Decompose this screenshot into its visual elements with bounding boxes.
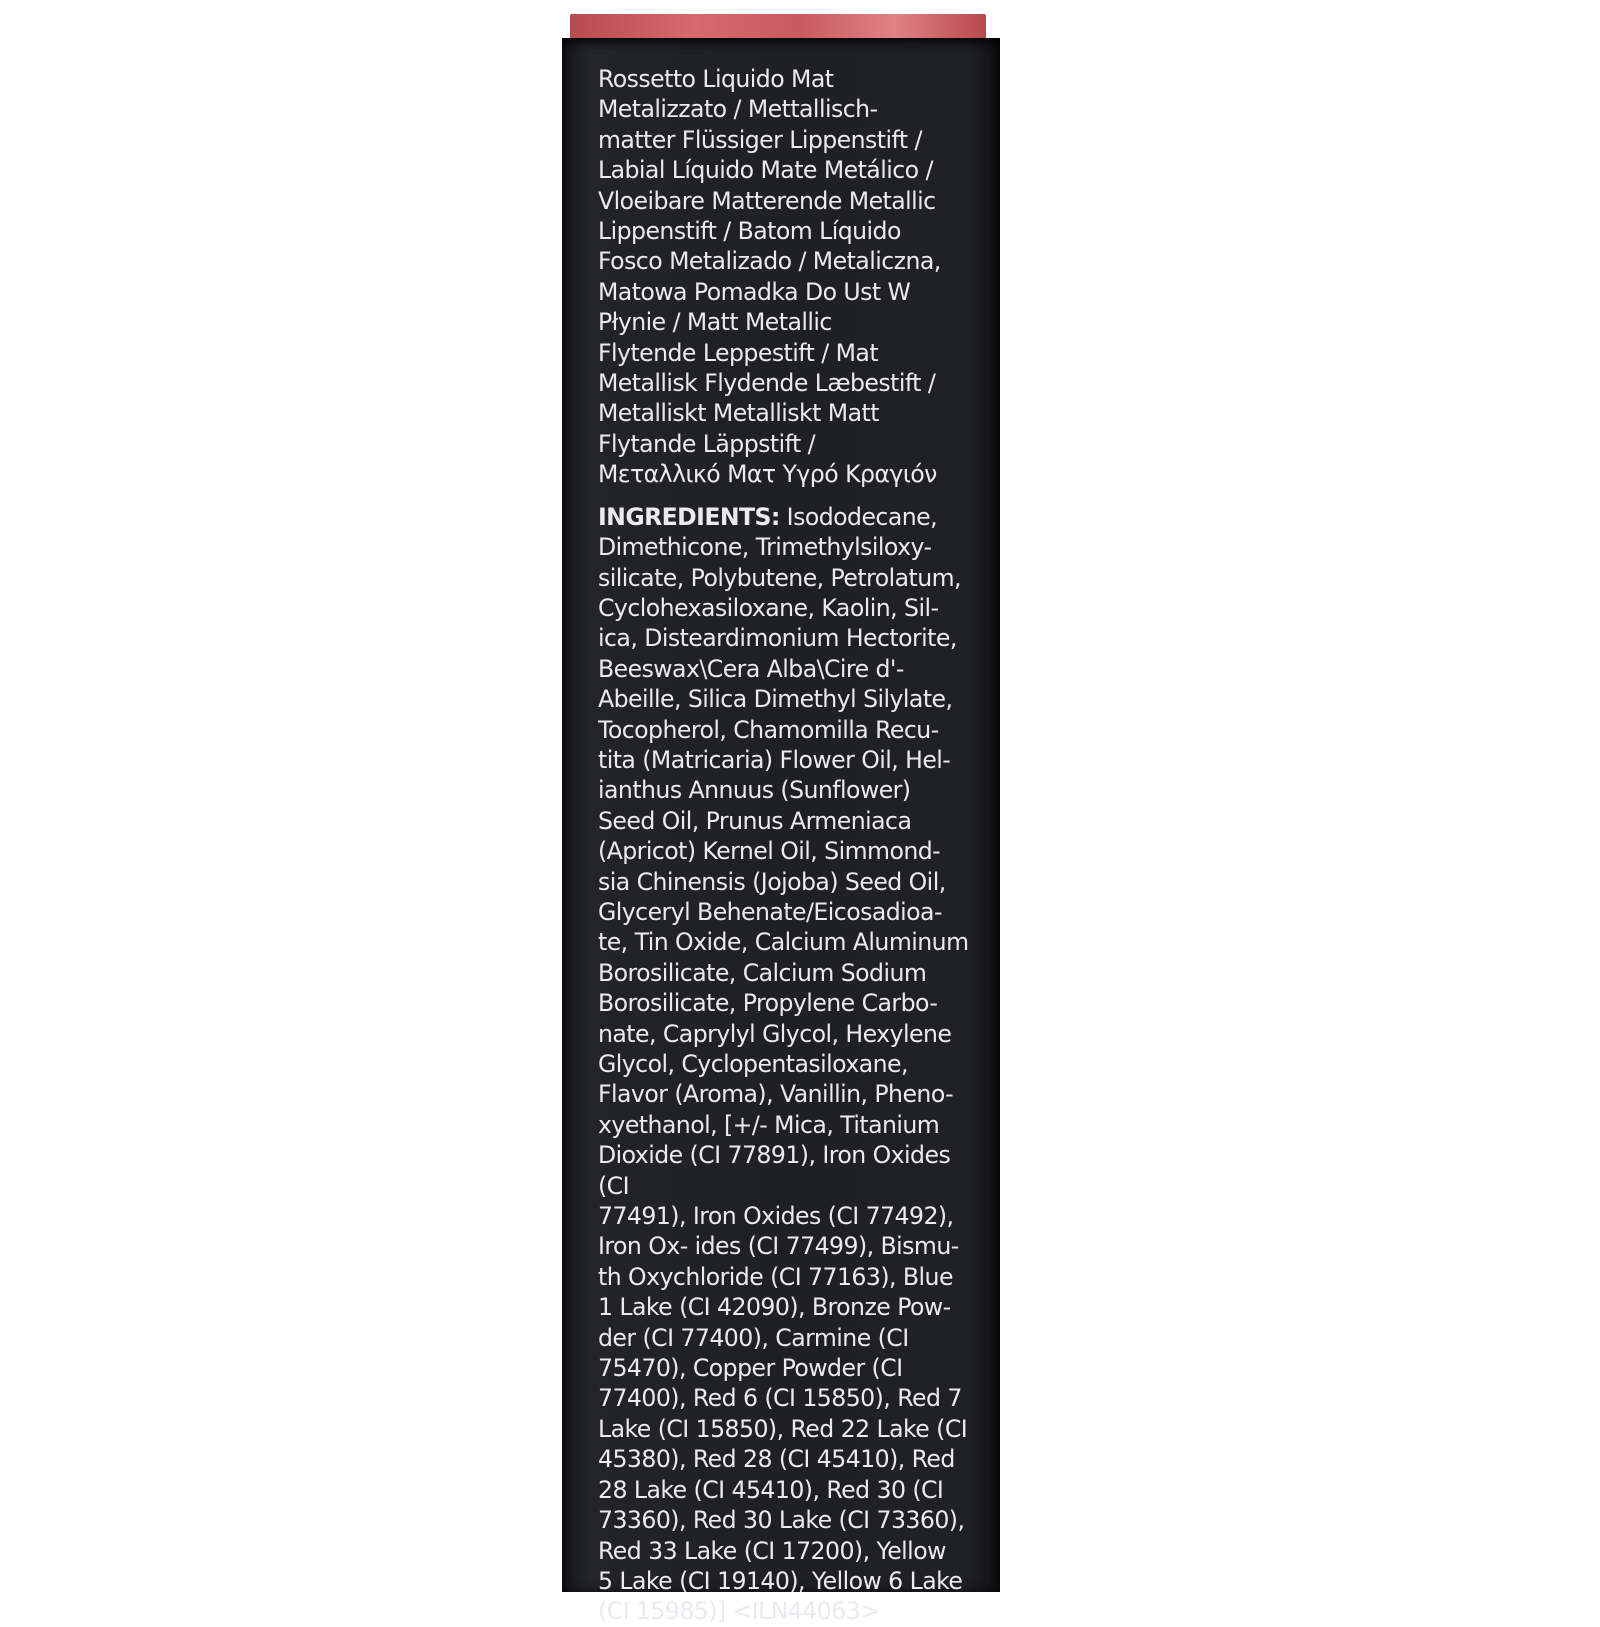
lipstick-box bbox=[562, 14, 1000, 1626]
ingredients-list bbox=[598, 502, 978, 1627]
product-name-translations: Rossetto Liquido Mat Metalizzato / Mettallisch- matter Flüssiger Lippenstift / Labial Líquido Mate Metálico / Vloeibare Matterende Metallic Lippenstift / Batom Líquido Fosco Metalizado / Metaliczna, Matowa Pomadka Do Ust W Płynie / Matt Metallic Flytende Leppestift / Mat Metallisk Flydende Læbestift / Metalliskt Metalliskt Matt Flytande Läppstift / Μεταλλικό Ματ Υγρό Κραγιόν bbox=[598, 65, 941, 489]
label-text bbox=[598, 64, 978, 1627]
box-side-panel bbox=[562, 38, 1000, 1626]
ingredients-text: Isododecane, Dimethicone, Trimethylsiloxy- silicate, Polybutene, Petrolatum, Cyclohexasiloxane, Kaolin, Sil- ica, Disteardimonium Hectorite, Beeswax\Cera Alba\Cire d'- Abeille, Silica Dimethyl Silylate, Tocopherol, Chamomilla Recu- tita (Matricaria) Flower Oil, Hel- ianthus Annuus (Sunflower) Seed Oil, Prunus Armeniaca (Apricot) Kernel Oil, Simmond- sia Chinensis (Jojoba) Seed Oil, Glyceryl Behenate/Eicosadioa- te, Tin Oxide, Calcium Aluminum Borosilicate, Calcium Sodium Borosilicate, Propylene Carbo- nate, Caprylyl Glycol, Hexylene Glycol, Cyclopentasiloxane, Flavor (Aroma), Vanillin, Pheno- xyethanol, [+/- Mica, Titanium Dioxide (CI 77891), Iron Oxides (CI 77491), Iron Oxides (CI 77492), Iron Ox- ides (CI 77499), Bismu- th Oxychloride (CI 77163), Blue 1 Lake (CI 42090), Bronze Pow- der (CI 77400), Carmine (CI 75470), Copper Powder (CI 77400), Red 6 (CI 15850), Red 7 Lake (CI 15850), Red 22 Lake (CI 45380), Red 28 (CI 45410), Red 28 Lake (CI 45410), Red 30 (CI 73360), Red 30 Lake (CI 73360), Red 33 Lake (CI 17200), Yellow 5 Lake (CI 19140), Yellow 6 Lake (CI 15985)] <ILN44063> bbox=[598, 502, 969, 1626]
ingredients-heading: INGREDIENTS: bbox=[598, 502, 780, 531]
